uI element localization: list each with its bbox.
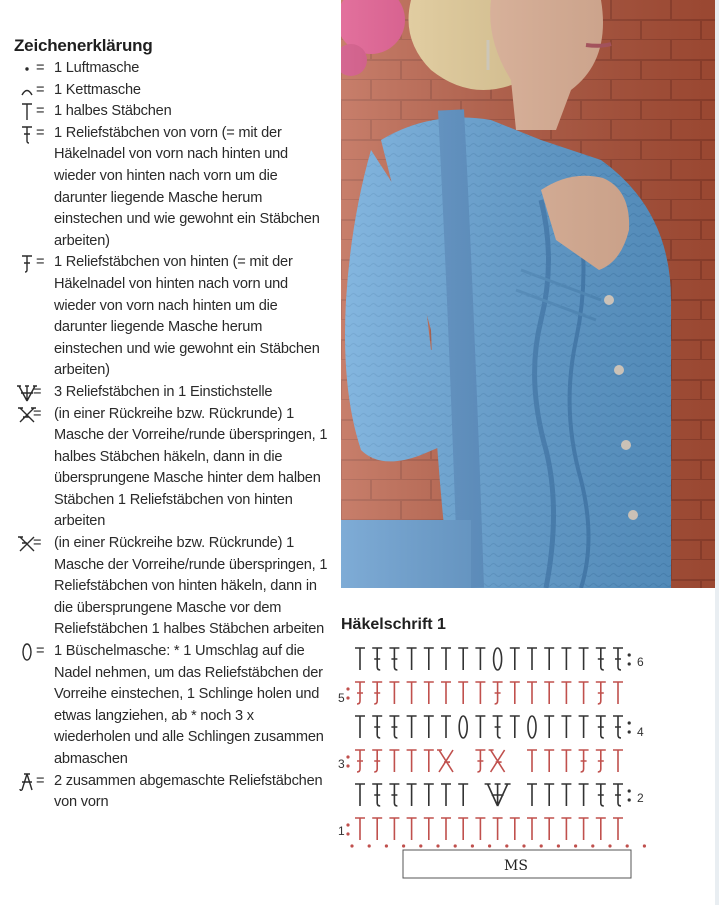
- stitch-symbol: [389, 818, 399, 840]
- stitch-symbol: [544, 716, 554, 738]
- stitch-symbol: [613, 750, 623, 772]
- stitch-symbol: [613, 682, 623, 704]
- stitch-symbol: [424, 784, 434, 806]
- luftmasche-symbol: [608, 844, 611, 847]
- stitch-symbol: [475, 682, 485, 704]
- stitch-symbol: [441, 784, 451, 806]
- luftmasche-symbol: [628, 721, 631, 724]
- stitch-symbol: [475, 818, 485, 840]
- legend-entry-kreuz-halbes-relief: = (in einer Rückreihe bzw. Rückrunde) 1 Masche der Vorreihe/runde überspringen, 1 halbes Stäbchen häkeln, dann in die übersprungene Masche hinter dem halben Stäbchen 1 Reliefstäbchen von hinten arbeiten: [14, 404, 330, 534]
- stitch-symbol: [510, 818, 520, 840]
- stitch-symbol: [424, 648, 434, 670]
- stitch-symbol: [510, 716, 520, 738]
- stitch-symbol: [527, 682, 537, 704]
- legend-text: 1 halbes Stäbchen: [54, 103, 172, 120]
- stitch-symbol: [544, 750, 554, 772]
- stitch-symbol: [579, 648, 589, 670]
- ms-bracket: [403, 850, 631, 878]
- stitch-symbol: [561, 716, 571, 738]
- stitch-symbol: [544, 682, 554, 704]
- stitch-symbol: [475, 716, 485, 738]
- stitch-symbol: [489, 750, 505, 772]
- stitch-symbol: [544, 648, 554, 670]
- luftmasche-symbol: [385, 844, 388, 847]
- luftmasche-symbol: [346, 823, 349, 826]
- stitch-symbol: [372, 784, 382, 806]
- luftmasche-symbol: [346, 687, 349, 690]
- stitch-symbol: [596, 784, 606, 806]
- luftmasche-symbol: [488, 844, 491, 847]
- stitch-symbol: [441, 818, 451, 840]
- stitch-symbol: [613, 716, 623, 738]
- legend-entry-kettmasche: = 1 Kettmasche: [14, 80, 330, 102]
- legend-text: 1 Büschelmasche: * 1 Umschlag auf die Nadel nehmen, um das Reliefstäbchen der Vorreihe einstechen, 1 Schlinge holen und etwas langziehen, ab * noch 3 x wiederholen und alle Schlingen zusammen abmaschen: [54, 643, 324, 767]
- stitch-symbol: [485, 784, 511, 806]
- legend-entry-bueschelmasche: = 1 Büschelmasche: * 1 Umschlag auf die Nadel nehmen, um das Reliefstäbchen der Vorreihe einstechen, 1 Schlinge holen und etwas langziehen, ab * noch 3 x wiederholen und alle Schlingen zusammen abmaschen: [14, 641, 330, 771]
- legend: [14, 36, 330, 814]
- luftmasche-symbol: [471, 844, 474, 847]
- stitch-symbol: [407, 784, 417, 806]
- luftmasche-symbol: [436, 844, 439, 847]
- stitch-symbol: [544, 784, 554, 806]
- luftmasche-symbol: [454, 844, 457, 847]
- luftmasche-symbol: [346, 755, 349, 758]
- luftmasche-symbol: [346, 832, 349, 835]
- stitch-symbol: [355, 716, 365, 738]
- luftmasche-symbol: [557, 844, 560, 847]
- stitch-symbol: [372, 818, 382, 840]
- luftmasche-symbol: [628, 730, 631, 733]
- legend-text: 1 Kettmasche: [54, 81, 141, 98]
- stitch-symbol: [407, 716, 417, 738]
- luftmasche-symbol: [540, 844, 543, 847]
- stitch-symbol: [437, 750, 453, 772]
- stitch-symbol: [561, 750, 571, 772]
- legend-entry-luftmasche: = 1 Luftmasche: [14, 58, 330, 80]
- stitch-symbol: [579, 750, 589, 772]
- diagram-title: Häkelschrift 1: [341, 616, 446, 633]
- stitch-symbol: [561, 818, 571, 840]
- stitch-symbol: [579, 682, 589, 704]
- legend-entry-reliefstaebchen-hinten: = 1 Reliefstäbchen von hinten (= mit der Häkelnadel von hinten nach vorn und wieder von vorn nach hinten um die darunter liegende Masche herum einstechen und wie gewohnt ein Stäbchen arbeiten): [14, 252, 330, 382]
- stitch-symbol: [389, 648, 399, 670]
- stitch-symbol: [510, 682, 520, 704]
- luftmasche-symbol: [591, 844, 594, 847]
- stitch-symbol: [493, 818, 503, 840]
- legend-entry-reliefstaebchen-vorn: = 1 Reliefstäbchen von vorn (= mit der Häkelnadel von vorn nach hinten und wieder von hinten nach vorn um die darunter liegende Masche herum einstechen und wie gewohnt ein Stäbchen arbeiten): [14, 123, 330, 253]
- stitch-symbol: [441, 716, 451, 738]
- luftmasche-symbol: [346, 696, 349, 699]
- stitch-symbol: [458, 648, 468, 670]
- luftmasche-symbol: [402, 844, 405, 847]
- crochet-diagram: [330, 640, 715, 885]
- stitch-symbol: [389, 716, 399, 738]
- stitch-symbol: [561, 784, 571, 806]
- stitch-symbol: [458, 682, 468, 704]
- stitch-symbol: [493, 682, 503, 704]
- stitch-symbol: [544, 818, 554, 840]
- bueschelmasche-symbol: [459, 716, 467, 738]
- stitch-symbol: [458, 818, 468, 840]
- diagram-rows: [346, 648, 646, 848]
- stitch-symbol: [372, 750, 382, 772]
- stitch-symbol: [613, 648, 623, 670]
- luftmasche-symbol: [505, 844, 508, 847]
- stitch-symbol: [355, 648, 365, 670]
- stitch-symbol: [441, 648, 451, 670]
- stitch-symbol: [579, 784, 589, 806]
- legend-text: 2 zusammen abgemaschte Reliefstäbchen von vorn: [54, 772, 323, 811]
- stitch-symbol: [424, 818, 434, 840]
- row-number-3: 3: [338, 757, 345, 771]
- luftmasche-symbol: [628, 798, 631, 801]
- bueschelmasche-symbol: [528, 716, 536, 738]
- legend-text: (in einer Rückreihe bzw. Rückrunde) 1 Masche der Vorreihe/runde überspringen, 1 halbes Stäbchen häkeln, dann in die übersprungene Masche hinter dem halben Stäbchen 1 Reliefstäbchen von hinten arbeiten: [54, 405, 328, 530]
- luftmasche-symbol: [522, 844, 525, 847]
- row-number-4: 4: [637, 725, 644, 739]
- stitch-symbol: [596, 648, 606, 670]
- row-number-6: 6: [637, 655, 644, 669]
- stitch-symbol: [407, 750, 417, 772]
- luftmasche-symbol: [346, 764, 349, 767]
- luftmasche-symbol: [574, 844, 577, 847]
- stitch-symbol: [407, 682, 417, 704]
- luftmasche-symbol: [368, 844, 371, 847]
- luftmasche-symbol: [419, 844, 422, 847]
- luftmasche-symbol: [628, 653, 631, 656]
- legend-entry-zusammen-abgemascht: = 2 zusammen abgemaschte Reliefstäbchen von vorn: [14, 771, 330, 814]
- legend-title: Zeichenerklärung: [14, 36, 153, 55]
- legend-text: 3 Reliefstäbchen in 1 Einstichstelle: [54, 383, 273, 400]
- row-number-5: 5: [338, 691, 345, 705]
- stitch-symbol: [441, 682, 451, 704]
- luftmasche-symbol: [643, 844, 646, 847]
- stitch-symbol: [424, 682, 434, 704]
- stitch-symbol: [424, 716, 434, 738]
- stitch-symbol: [458, 784, 468, 806]
- stitch-symbol: [527, 648, 537, 670]
- stitch-symbol: [579, 716, 589, 738]
- stitch-symbol: [613, 784, 623, 806]
- legend-text: (in einer Rückreihe bzw. Rückrunde) 1 Masche der Vorreihe/runde überspringen, 1 Reliefstäbchen von hinten häkeln, dann in die übersprungene Masche vor dem Reliefstäbchen 1 halbes Stäbchen arbeiten: [54, 535, 328, 638]
- legend-entry-kreuz-relief-halbes: = (in einer Rückreihe bzw. Rückrunde) 1 Masche der Vorreihe/runde überspringen, 1 Reliefstäbchen von hinten häkeln, dann in die übersprungene Masche vor dem Reliefstäbchen 1 halbes Stäbchen arbeiten: [14, 533, 330, 641]
- stitch-symbol: [355, 682, 365, 704]
- legend-text: 1 Reliefstäbchen von hinten (= mit der Häkelnadel von hinten nach vorn und wieder von vorn nach hinten um die darunter liegende Masche herum einstechen und wie gewohnt ein Stäbchen arbeiten): [54, 254, 320, 379]
- legend-entry-halbes-staebchen: = 1 halbes Stäbchen: [14, 101, 330, 123]
- stitch-symbol: [510, 648, 520, 670]
- luftmasche-symbol: [626, 844, 629, 847]
- stitch-symbol: [389, 682, 399, 704]
- stitch-symbol: [527, 784, 537, 806]
- stitch-symbol: [493, 716, 503, 738]
- row-number-2: 2: [637, 791, 644, 805]
- stitch-symbol: [372, 648, 382, 670]
- stitch-symbol: [355, 818, 365, 840]
- legend-entry-drei-reliefstaebchen: = 3 Reliefstäbchen in 1 Einstichstelle: [14, 382, 330, 404]
- row-number-1: 1: [338, 824, 345, 838]
- luftmasche-symbol: [350, 844, 353, 847]
- stitch-symbol: [561, 682, 571, 704]
- bueschelmasche-symbol: [494, 648, 502, 670]
- luftmasche-symbol: [628, 789, 631, 792]
- stitch-symbol: [596, 682, 606, 704]
- stitch-symbol: [596, 750, 606, 772]
- stitch-symbol: [613, 818, 623, 840]
- stitch-symbol: [355, 784, 365, 806]
- stitch-symbol: [407, 648, 417, 670]
- legend-text: 1 Reliefstäbchen von vorn (= mit der Häkelnadel von vorn nach hinten und wieder von hinten nach vorn um die darunter liegende Masche herum einstechen und wie gewohnt ein Stäbchen arbeiten): [54, 124, 320, 249]
- stitch-symbol: [372, 682, 382, 704]
- stitch-symbol: [389, 784, 399, 806]
- page-edge: [715, 0, 719, 905]
- stitch-symbol: [424, 750, 434, 772]
- legend-text: 1 Luftmasche: [54, 60, 140, 76]
- stitch-symbol: [527, 750, 537, 772]
- ms-label: MS: [504, 858, 528, 874]
- stitch-symbol: [372, 716, 382, 738]
- luftmasche-symbol: [628, 662, 631, 665]
- stitch-symbol: [407, 818, 417, 840]
- stitch-symbol: [527, 818, 537, 840]
- cardigan-photo: [341, 0, 715, 588]
- stitch-symbol: [579, 818, 589, 840]
- stitch-symbol: [561, 648, 571, 670]
- stitch-symbol: [475, 648, 485, 670]
- stitch-symbol: [475, 750, 485, 772]
- stitch-symbol: [389, 750, 399, 772]
- stitch-symbol: [596, 818, 606, 840]
- stitch-symbol: [355, 750, 365, 772]
- stitch-symbol: [596, 716, 606, 738]
